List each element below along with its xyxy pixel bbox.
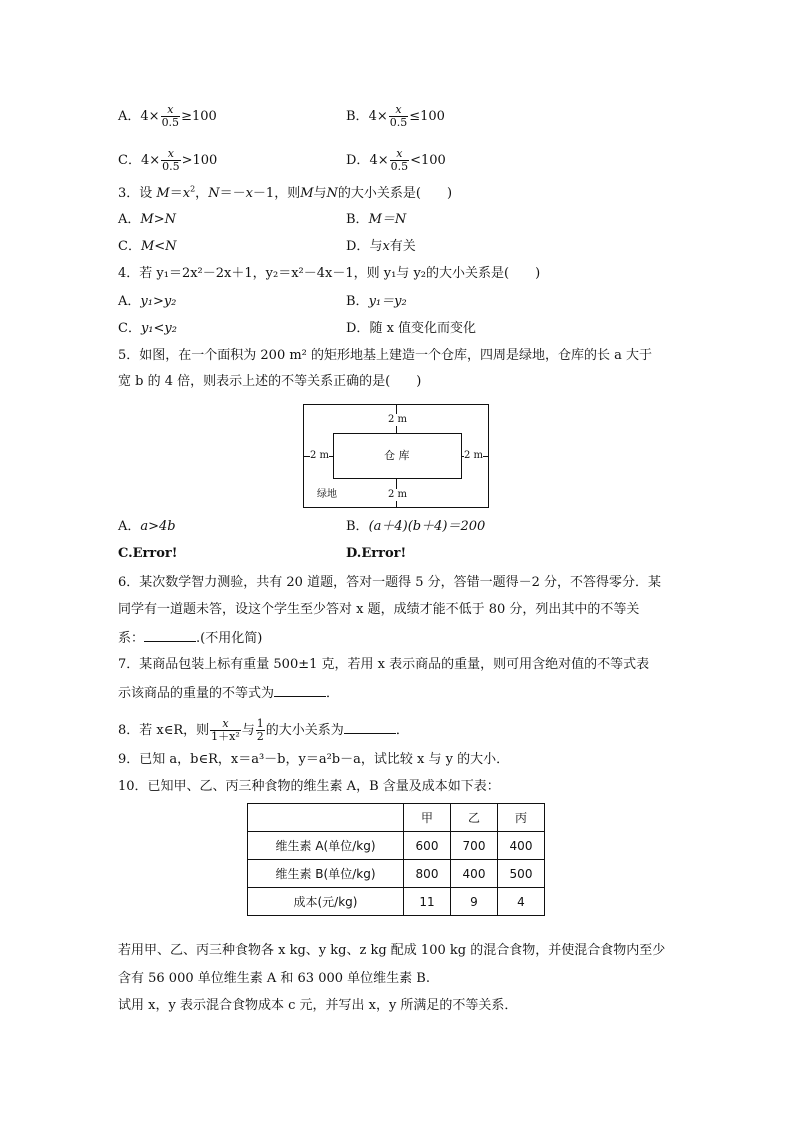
text: ， [195,186,209,201]
table-header-cell: 丙 [498,804,545,832]
fraction-numerator: x [161,148,181,161]
table-cell: 700 [451,832,498,860]
var: N [208,186,220,201]
option-text: 4× [368,109,388,124]
label-left: 2 m [310,450,330,461]
fraction-denominator: 0.5 [161,116,180,129]
fraction-denominator: 0.5 [390,160,409,173]
option-text: M>N [140,212,176,227]
label-right: 2 m [464,450,484,461]
text: 与 [241,723,255,738]
q3-option-d [346,239,416,255]
fraction-numerator: 1 [256,717,264,730]
q2-option-c [118,148,217,173]
table-cell: 400 [451,860,498,888]
option-text: y₁<y₂ [140,321,177,336]
text: 与 [313,186,327,201]
q5-stem-line1: 5．如图，在一个面积为 200 m² 的矩形地基上建造一个仓库，四周是绿地，仓库的长 a 大于 [118,348,653,363]
var: N [326,186,338,201]
table-header-row [248,804,545,832]
option-text: y₁＝y₂ [368,294,407,309]
fraction-numerator: x [389,104,409,117]
q5-option-b [346,519,485,535]
table-cell: 500 [498,860,545,888]
text: ． [326,686,340,701]
table-header-cell: 乙 [451,804,498,832]
table-cell: 600 [404,832,451,860]
table-cell: 800 [404,860,451,888]
q2-option-a [118,104,217,129]
q2-option-d [346,148,446,173]
option-label: A． [118,212,141,227]
q10-stem: 10．已知甲、乙、丙三种食物的维生素 A，B 含量及成本如下表： [118,779,500,794]
var: x [382,239,390,254]
option-text: 随 x 值变化而变化 [369,321,477,336]
answer-blank [144,629,196,642]
fraction [210,718,241,743]
fraction [161,148,181,173]
q9-stem: 9．已知 a，b∈R，x＝a³－b，y＝a²b－a，试比较 x 与 y 的大小． [118,752,510,767]
q7-line2 [118,684,339,702]
var: x [245,186,253,201]
q3-option-c [118,239,177,255]
warehouse-diagram [303,404,489,508]
option-text: 有关 [389,239,416,254]
fraction [161,104,181,129]
option-label: B． [346,294,369,309]
table-cell: 11 [404,888,451,916]
table-cell: 维生素 A(单位/kg) [248,832,404,860]
q4-option-d [346,321,476,337]
option-label: C． [118,153,141,168]
q5-option-d: D.Error! [346,546,407,561]
option-text: ≤100 [409,109,445,124]
table-cell: 9 [451,888,498,916]
q6-line3 [118,629,262,647]
table-cell: 400 [498,832,545,860]
table-header-cell: 甲 [404,804,451,832]
q3-stem [118,186,452,202]
q7-line1: 7．某商品包装上标有重量 500±1 克，若用 x 表示商品的重量，则可用含绝对值的不等式表 [118,657,650,672]
option-text: M<N [140,239,177,254]
text: 的大小关系为 [265,723,344,738]
q4-stem: 4．若 y₁＝2x²－2x＋1，y₂＝x²－4x－1，则 y₁与 y₂的大小关系是( ) [118,266,541,281]
text: －1，则 [252,186,301,201]
option-text: <100 [410,153,446,168]
text: 的大小关系是( ) [337,186,453,201]
var: x [182,186,191,201]
option-label: B． [346,109,369,124]
nutrition-table [247,803,545,916]
fraction-denominator: 0.5 [162,160,180,173]
fraction-numerator: x [161,104,181,117]
q3-option-a [118,212,176,228]
text: ． [395,723,409,738]
option-label: A． [118,109,141,124]
option-text: >100 [181,153,218,168]
q5-option-c: C.Error! [118,546,178,561]
q4-option-a [118,294,176,310]
answer-blank [344,721,396,734]
label-bottom: 2 m [388,489,408,500]
q10-para2: 含有 56 000 单位维生素 A 和 63 000 单位维生素 B. [118,971,430,986]
table-cell: 维生素 B(单位/kg) [248,860,404,888]
fraction [390,148,410,173]
fraction-denominator: 1＋x² [211,730,240,743]
table-row [248,860,545,888]
table-row [248,888,545,916]
option-label: A． [118,519,141,534]
table-cell: 4 [498,888,545,916]
option-text: (a＋4)(b＋4)＝200 [368,519,486,534]
q10-para3: 试用 x，y 表示混合食物成本 c 元，并写出 x，y 所满足的不等关系． [118,998,518,1013]
fraction [256,718,265,743]
option-text: 4× [369,153,389,168]
table-row [248,832,545,860]
option-label: D． [346,321,370,336]
q2-option-b [346,104,445,129]
text: 3．设 [118,186,157,201]
option-label: D． [346,239,370,254]
option-label: D． [346,153,370,168]
q4-option-b [346,294,407,310]
fraction-denominator: 2 [256,730,264,743]
option-text: 4× [140,109,160,124]
q4-option-c [118,321,177,337]
fraction [389,104,409,129]
text: 8．若 x∈R，则 [118,723,210,738]
text: 系： [118,631,145,646]
option-text: a>4b [140,519,176,534]
q5-option-a [118,519,176,535]
q6-line2: 同学有一道题未答，设这个学生至少答对 x 题，成绩才能不低于 80 分，列出其中的不等关 [118,602,640,617]
table-header-cell [248,804,404,832]
fraction-numerator: x [210,718,241,731]
option-text: ≥100 [181,109,217,124]
option-text: y₁>y₂ [140,294,177,309]
label-greenland: 绿地 [317,489,337,500]
option-label: A． [118,294,141,309]
text: 示该商品的重量的不等式为 [118,686,275,701]
option-text: 与 [369,239,383,254]
answer-blank [274,684,326,697]
table-cell: 成本(元/kg) [248,888,404,916]
q8-stem [118,718,409,743]
text: .(不用化简) [196,631,263,646]
q10-para1: 若用甲、乙、丙三种食物各 x kg、y kg、z kg 配成 100 kg 的混合食物，并使混合食物内至少 [118,943,666,958]
q3-option-b [346,212,406,228]
var: M [156,186,170,201]
option-label: B． [346,212,369,227]
fraction-denominator: 0.5 [389,116,408,129]
option-text: 4× [140,153,161,168]
exponent: 2 [190,184,196,194]
label-top: 2 m [388,414,408,425]
label-warehouse: 仓 库 [384,449,410,462]
option-label: B． [346,519,369,534]
var: M [300,186,314,201]
option-label: C． [118,321,141,336]
q6-line1: 6．某次数学智力测验，共有 20 道题，答对一题得 5 分，答错一题得－2 分，不答得零分．某 [118,575,662,590]
option-label: C． [118,239,141,254]
option-text: M＝N [368,212,407,227]
q5-stem-line2: 宽 b 的 4 倍，则表示上述的不等关系正确的是( ) [118,374,422,389]
text: ＝－ [219,186,246,201]
fraction-numerator: x [390,148,410,161]
text: ＝ [169,186,183,201]
